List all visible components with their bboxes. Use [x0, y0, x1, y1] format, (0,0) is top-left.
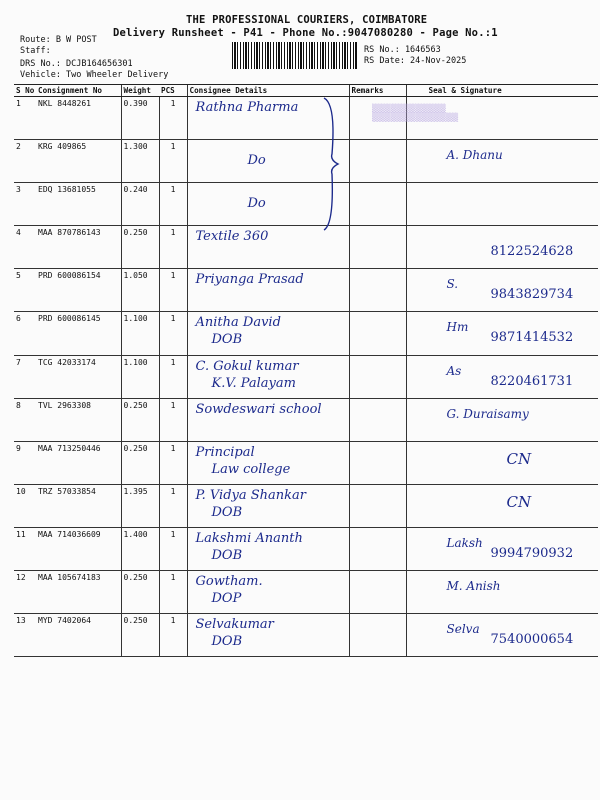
consignee-detail: DOB [211, 634, 243, 650]
row-consignment: MAA 714036609 [36, 527, 121, 570]
barcode [232, 42, 357, 69]
phone-number: 8220461731 [490, 373, 574, 389]
runsheet-table [14, 84, 598, 657]
phone-number: 9843829734 [490, 287, 574, 303]
row-seal [406, 398, 598, 441]
row-remarks [349, 140, 406, 183]
row-pcs: 1 [159, 97, 187, 140]
row-pcs: 1 [159, 355, 187, 398]
row-consignee [187, 355, 349, 398]
row-consignment: PRD 600086145 [36, 312, 121, 355]
row-sno: 13 [14, 614, 36, 657]
row-pcs: 1 [159, 614, 187, 657]
row-sno: 2 [14, 140, 36, 183]
table-row [14, 398, 598, 441]
consignee-detail: DOP [211, 591, 242, 607]
row-consignment: MAA 105674183 [36, 571, 121, 614]
drs-number: DRS No.: DCJB164656301 [20, 59, 133, 69]
signature-text: CN [506, 492, 532, 511]
vehicle-type: Vehicle: Two Wheeler Delivery [20, 70, 169, 80]
row-consignment: MAA 870786143 [36, 226, 121, 269]
row-consignment: PRD 600086154 [36, 269, 121, 312]
signature-text: G. Duraisamy [446, 406, 529, 421]
table-row [14, 140, 598, 183]
col-remarks: Remarks [349, 85, 406, 97]
signature-text: As [446, 363, 462, 378]
consignee-detail: DOB [211, 504, 243, 520]
row-seal [406, 312, 598, 355]
row-consignee [187, 527, 349, 570]
phone-number: 9994790932 [490, 545, 574, 561]
table-row [14, 312, 598, 355]
row-weight: 1.100 [121, 312, 159, 355]
row-seal [406, 355, 598, 398]
table-row [14, 527, 598, 570]
row-sno: 6 [14, 312, 36, 355]
phone-number: 7540000654 [490, 632, 574, 648]
row-pcs: 1 [159, 571, 187, 614]
row-consignment: TCG 42033174 [36, 355, 121, 398]
row-consignment: MYD 7402064 [36, 614, 121, 657]
row-weight: 0.390 [121, 97, 159, 140]
table-row [14, 355, 598, 398]
table-row [14, 614, 598, 657]
runsheet-title: Delivery Runsheet - P41 - Phone No.:9047080280 - Page No.:1 [113, 27, 498, 39]
col-seal: Seal & Signature [406, 85, 598, 97]
row-remarks [349, 441, 406, 484]
company-name: THE PROFESSIONAL COURIERS, COIMBATORE [186, 14, 428, 26]
row-remarks [349, 571, 406, 614]
consignee-name: Gowtham. [195, 574, 263, 590]
row-seal [406, 140, 598, 183]
row-consignee [187, 614, 349, 657]
brace-mark [320, 94, 340, 234]
signature-text: Hm [446, 320, 469, 335]
row-sno: 12 [14, 571, 36, 614]
row-seal [406, 571, 598, 614]
consignee-name: Sowdeswari school [195, 401, 322, 417]
row-pcs: 1 [159, 269, 187, 312]
row-consignment: MAA 713250446 [36, 441, 121, 484]
row-sno: 8 [14, 398, 36, 441]
row-seal [406, 484, 598, 527]
col-consignee: Consignee Details [187, 85, 349, 97]
col-sno: S No [16, 86, 35, 95]
phone-number: 8122524628 [490, 244, 574, 260]
row-weight: 0.250 [121, 226, 159, 269]
staff-label: Staff: [20, 46, 51, 56]
table-row [14, 571, 598, 614]
consignee-detail: Law college [211, 461, 291, 477]
consignee-name: Priyanga Prasad [195, 272, 304, 288]
table-row [14, 484, 598, 527]
row-sno: 3 [14, 183, 36, 226]
row-seal [406, 527, 598, 570]
row-seal [406, 441, 598, 484]
col-consignment: Consignment No [36, 85, 121, 97]
consignee-name: Do [247, 196, 266, 212]
table-row [14, 441, 598, 484]
route-label: Route: B W POST [20, 35, 97, 45]
row-pcs: 1 [159, 140, 187, 183]
row-pcs: 1 [159, 398, 187, 441]
consignee-name: Textile 360 [195, 229, 269, 245]
table-header-row [14, 85, 598, 97]
row-weight: 1.050 [121, 269, 159, 312]
row-weight: 0.240 [121, 183, 159, 226]
row-seal [406, 226, 598, 269]
row-pcs: 1 [159, 226, 187, 269]
row-remarks [349, 269, 406, 312]
row-sno: 7 [14, 355, 36, 398]
row-consignment: NKL 8448261 [36, 97, 121, 140]
row-weight: 1.400 [121, 527, 159, 570]
row-consignee [187, 441, 349, 484]
row-pcs: 1 [159, 312, 187, 355]
row-remarks [349, 312, 406, 355]
row-weight: 1.100 [121, 355, 159, 398]
row-remarks [349, 614, 406, 657]
row-sno: 11 [14, 527, 36, 570]
consignee-detail: DOB [211, 547, 243, 563]
row-remarks [349, 484, 406, 527]
row-seal [406, 614, 598, 657]
row-remarks [349, 226, 406, 269]
signature-text: Selva [446, 622, 480, 637]
consignee-detail: K.V. Palayam [211, 375, 296, 391]
rs-date: RS Date: 24-Nov-2025 [364, 56, 467, 66]
row-consignment: TVL 2963308 [36, 398, 121, 441]
consignee-name: Do [247, 153, 266, 169]
col-weight: Weight [121, 85, 159, 97]
signature-text: S. [446, 277, 459, 292]
row-seal [406, 183, 598, 226]
consignee-name: Selvakumar [195, 617, 274, 633]
row-remarks [349, 398, 406, 441]
row-consignee [187, 484, 349, 527]
consignee-name: Lakshmi Ananth [195, 530, 303, 546]
consignee-name: Rathna Pharma [195, 100, 299, 115]
signature-text: A. Dhanu [446, 148, 503, 163]
row-seal [406, 269, 598, 312]
consignee-name: P. Vidya Shankar [195, 487, 306, 503]
row-weight: 0.250 [121, 398, 159, 441]
row-pcs: 1 [159, 183, 187, 226]
row-remarks [349, 183, 406, 226]
row-sno: 5 [14, 269, 36, 312]
row-weight: 0.250 [121, 614, 159, 657]
table-row [14, 226, 598, 269]
row-weight: 0.250 [121, 441, 159, 484]
phone-number: 9871414532 [490, 330, 574, 346]
row-consignee [187, 269, 349, 312]
row-pcs: 1 [159, 441, 187, 484]
signature-text: Laksh [446, 535, 483, 550]
consignee-name: Anitha David [195, 315, 281, 331]
row-consignee [187, 398, 349, 441]
row-remarks [349, 527, 406, 570]
row-sno: 1 [14, 97, 36, 140]
row-pcs: 1 [159, 527, 187, 570]
col-pcs: PCS [159, 85, 187, 97]
row-weight: 1.395 [121, 484, 159, 527]
rs-number: RS No.: 1646563 [364, 45, 441, 55]
row-sno: 10 [14, 484, 36, 527]
row-consignment: KRG 409865 [36, 140, 121, 183]
stamp-mark: ▒▒▒▒▒▒▒▒▒▒▒▒ ▒▒▒▒▒▒▒▒▒▒▒▒▒▒ [372, 104, 459, 122]
row-weight: 1.300 [121, 140, 159, 183]
row-consignment: EDQ 13681055 [36, 183, 121, 226]
signature-text: M. Anish [446, 579, 501, 594]
row-remarks [349, 355, 406, 398]
row-consignee [187, 312, 349, 355]
row-pcs: 1 [159, 484, 187, 527]
row-consignee [187, 571, 349, 614]
consignee-detail: DOB [211, 332, 243, 348]
consignee-name: C. Gokul kumar [195, 358, 299, 374]
table-row [14, 183, 598, 226]
consignee-name: Principal [195, 444, 255, 460]
row-weight: 0.250 [121, 571, 159, 614]
row-consignment: TRZ 57033854 [36, 484, 121, 527]
signature-text: CN [506, 449, 532, 468]
row-sno: 9 [14, 441, 36, 484]
table-row [14, 269, 598, 312]
row-sno: 4 [14, 226, 36, 269]
